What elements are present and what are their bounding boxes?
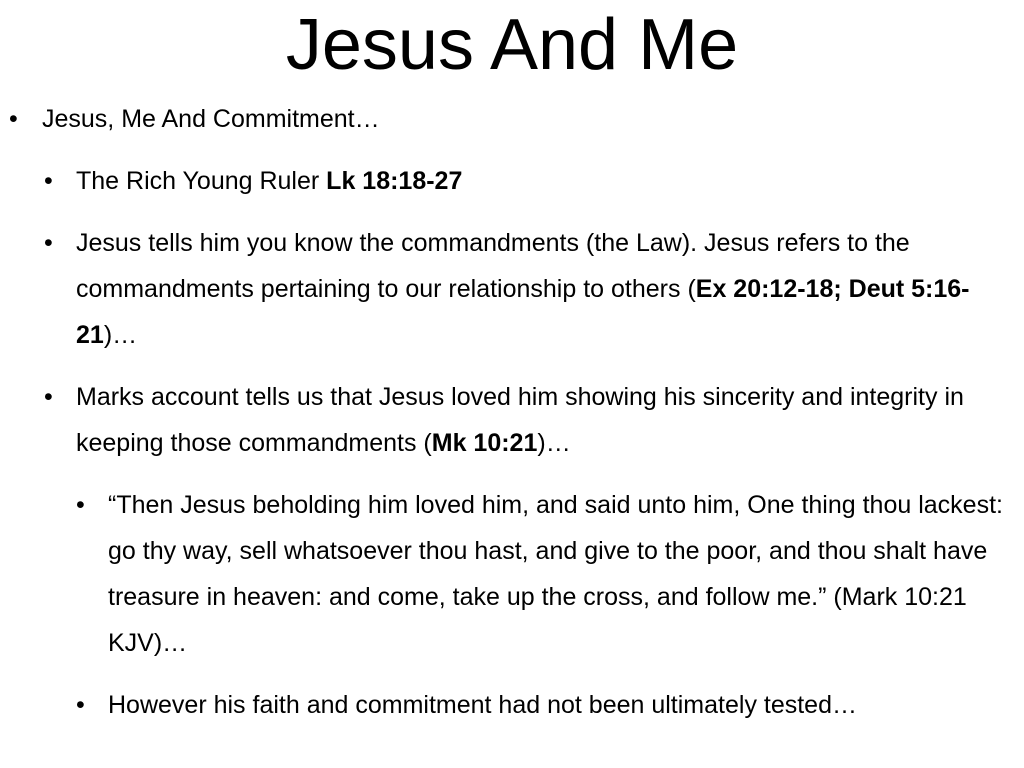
bullet-text: Jesus tells him you know the commandments (the Law). Jesus refers to the commandments pertaining to our relationship to others ( xyxy=(76,229,910,303)
bullet-dot: • xyxy=(44,167,53,195)
bullet-dot: • xyxy=(44,229,53,257)
bullet-text-end: )… xyxy=(537,429,571,457)
bullet-dot: • xyxy=(76,691,85,719)
bullet-text-end: )… xyxy=(103,321,138,349)
bullet-item-marks-account xyxy=(0,374,1024,466)
bullet-text: However his faith and commitment had not been ultimately tested… xyxy=(108,691,857,719)
slide-content xyxy=(0,96,1024,744)
bullet-dot: • xyxy=(44,383,53,411)
bullet-dot: • xyxy=(76,491,85,519)
bullet-item-commitment xyxy=(0,96,1024,142)
scripture-reference: Lk 18:18-27 xyxy=(326,167,463,195)
slide-title: Jesus And Me xyxy=(285,5,739,85)
bullet-item-scripture-quote xyxy=(0,482,1024,666)
bullet-dot: • xyxy=(9,105,18,133)
bullet-text: Marks account tells us that Jesus loved him showing his sincerity and integrity in keeping those commandments ( xyxy=(76,383,964,457)
bullet-text: The Rich Young Ruler xyxy=(76,167,327,195)
bullet-text: Jesus, Me And Commitment… xyxy=(42,105,380,133)
scripture-reference: Mk 10:21 xyxy=(431,429,538,457)
bullet-text: “Then Jesus beholding him loved him, and said unto him, One thing thou lackest: go thy way, sell whatsoever thou hast, and give to the poor, and thou shalt have treasure in heaven: and come, take up the cross, and follow me.” (Mark 10:21 KJV)… xyxy=(108,491,1003,657)
bullet-item-rich-young-ruler xyxy=(0,158,1024,204)
bullet-item-not-tested xyxy=(0,682,1024,728)
scripture-reference: Ex 20:12-18; Deut 5:16-21 xyxy=(76,275,970,349)
bullet-item-commandments xyxy=(0,220,1024,358)
